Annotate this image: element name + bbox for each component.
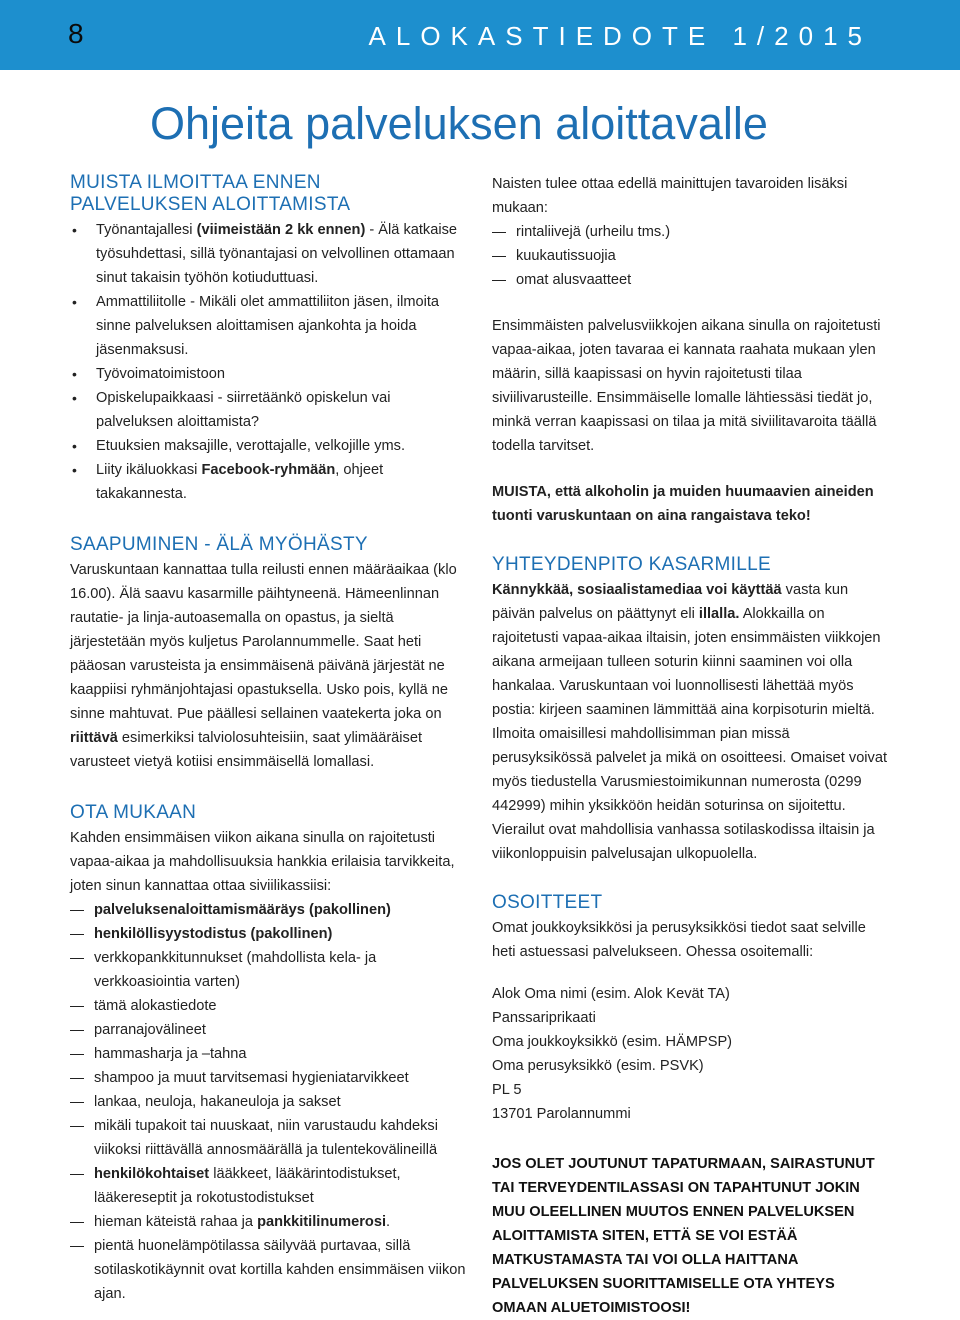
bring-list: [70, 898, 470, 1306]
address-line: PL 5: [492, 1082, 522, 1098]
alcohol-warning: MUISTA, että alkoholin ja muiden huumaavien aineiden tuonti varuskuntaan on aina rangaistava teko!: [492, 484, 874, 524]
section-heading-contact: YHTEYDENPITO KASARMILLE: [492, 554, 771, 575]
list-item: verkkopankkitunnukset (mahdollista kela- ja verkkoasiointia varten): [70, 946, 470, 994]
left-column: [70, 172, 470, 1306]
section-heading-notify: [70, 172, 470, 216]
list-item: rintaliivejä (urheilu tms.): [492, 220, 892, 244]
publication-title: ALOKASTIEDOTE 1/2015: [368, 21, 872, 51]
accident-notice: JOS OLET JOUTUNUT TAPATURMAAN, SAIRASTUNUT TAI TERVEYDENTILASSASI ON TAPAHTUNUT JOKIN MUU OLEELLINEN MUUTOS ENNEN PALVELUKSEN ALOITTAMISTA SITEN, ETTÄ SE VOI ESTÄÄ MATKUSTAMASTA TAI VOI OLLA HAITTANA PALVELUKSEN SUORITTAMISELLE OTA YHTEYS OMAAN ALUETOIMISTOOSI!: [492, 1156, 875, 1316]
address-line: Oma joukkoyksikkö (esim. HÄMPSP): [492, 1034, 733, 1050]
women-intro: Naisten tulee ottaa edellä mainittujen tavaroiden lisäksi mukaan:: [492, 176, 848, 216]
bring-intro: Kahden ensimmäisen viikon aikana sinulla on rajoitetusti vapaa-aikaa ja mahdollisuuksia hankkia erilaisia tarvikkeita, joten sinun kannattaa ottaa siviilikassiisi:: [70, 830, 455, 894]
address-line: Oma perusyksikkö (esim. PSVK): [492, 1058, 704, 1074]
list-item: lankaa, neuloja, hakaneuloja ja sakset: [70, 1090, 470, 1114]
page-number: 8: [68, 18, 84, 49]
list-item: kuukautissuojia: [492, 244, 892, 268]
header-bar: [0, 0, 960, 70]
list-item: omat alusvaatteet: [492, 268, 892, 292]
first-weeks-text: Ensimmäisten palvelusviikkojen aikana sinulla on rajoitetusti vapaa-aikaa, joten tavaraa ei kannata raahata mukaan ylen määrin, sillä kaapissasi on hyvin rajoitetusti tilaa siviilivarusteille. Ensimmäiselle lomalle lähtiessäsi tiedät jo, minkä verran kaapissasi on tilaa ja mitä siviilitavaroita täällä todella tarvitset.: [492, 318, 881, 454]
list-item: hammasharja ja –tahna: [70, 1042, 470, 1066]
list-item: • Liity ikäluokkasi Facebook-ryhmään, ohjeet takakannesta.: [70, 458, 470, 506]
list-item: pientä huonelämpötilassa säilyvää purtavaa, sillä sotilaskotikäynnit ovat kortilla kahden ensimmäisen viikon ajan.: [70, 1234, 470, 1306]
heading-line-1: MUISTA ILMOITTAA ENNEN: [70, 172, 321, 193]
heading-line-2: PALVELUKSEN ALOITTAMISTA: [70, 194, 351, 215]
right-column: [492, 172, 892, 1320]
section-heading-arrival: SAAPUMINEN - ÄLÄ MYÖHÄSTY: [70, 534, 368, 555]
address-line: Alok Oma nimi (esim. Alok Kevät TA): [492, 986, 730, 1002]
address-example: [492, 982, 892, 1126]
address-line: Panssariprikaati: [492, 1010, 596, 1026]
list-item: shampoo ja muut tarvitsemasi hygieniatarvikkeet: [70, 1066, 470, 1090]
list-item: • Ammattiliitolle - Mikäli olet ammattiliiton jäsen, ilmoita sinne palveluksen aloittamisen ajankohta ja hoida jäsenmaksusi.: [70, 290, 470, 362]
section-heading-addresses: OSOITTEET: [492, 892, 603, 913]
list-item: • Työvoimatoimistoon: [70, 362, 470, 386]
list-item: henkilöllisyystodistus (pakollinen): [70, 922, 470, 946]
article-title: Ohjeita palveluksen aloittavalle: [150, 98, 768, 149]
women-list: [492, 220, 892, 292]
list-item: palveluksenaloittamismääräys (pakollinen): [70, 898, 470, 922]
section-heading-bring: OTA MUKAAN: [70, 802, 197, 823]
arrival-text: Varuskuntaan kannattaa tulla reilusti ennen määräaikaa (klo 16.00). Älä saavu kasarmille päihtyneenä. Hämeenlinnan rautatie- ja linja-autoasemalla on opastus, ja sieltä järjestetään myös kuljetus Parolannummelle. Saat heti pääosan varusteista ja ensimmäisenä päivänä järjestät ne kaappiisi ryhmänjohtajasi opastuksella. Usko pois, kyllä ne sinne mahtuvat. Pue päällesi sellainen vaatekerta joka on riittävä esimerkiksi talviolosuhteisiin, saat ylimääräiset varusteet vietyä kotiisi ensimmäisellä lomallasi.: [70, 562, 457, 770]
contact-text: Kännykkää, sosiaalistamediaa voi käyttää vasta kun päivän palvelus on päättynyt eli illalla. Alokkailla on rajoitetusti vapaa-aikaa iltaisin, joten ensimmäisten viikkojen aikana armeijaan tulleen soturin kiinni saaminen voi olla hankalaa. Varuskuntaan voi luonnollisesti lähettää myös postia: kirjeen saaminen lämmittää aina korpisoturin mieltä. Ilmoita omaisillesi mahdollisimman pian missä perusyksikössä palvelet ja mikä on osoitteesi. Omaiset voivat myös tiedustella Varusmiestoimikunnan numerosta (0299 442999) mihin yksikköön heidän soturinsa on sijoitettu. Vierailut ovat mahdollisia vanhassa sotilaskodissa iltaisin ja viikonloppuisin palvelusajan ulkopuolella.: [492, 582, 888, 862]
list-item: • Opiskelupaikkaasi - siirretäänkö opiskelun vai palveluksen aloittamista?: [70, 386, 470, 434]
list-item: parranajovälineet: [70, 1018, 470, 1042]
list-item: • Työnantajallesi (viimeistään 2 kk ennen) - Älä katkaise työsuhdettasi, sillä työnantajasi on velvollinen ottamaan sinut takaisin työhön kotiuduttuasi.: [70, 218, 470, 290]
address-intro: Omat joukkoyksikkösi ja perusyksikkösi tiedot saat selville heti astuessasi palvelukseen. Ohessa osoitemalli:: [492, 920, 866, 960]
list-item: henkilökohtaiset lääkkeet, lääkärintodistukset, lääkereseptit ja rokotustodistukset: [70, 1162, 470, 1210]
list-item: tämä alokastiedote: [70, 994, 470, 1018]
address-line: 13701 Parolannummi: [492, 1106, 631, 1122]
list-item: hieman käteistä rahaa ja pankkitilinumerosi.: [70, 1210, 470, 1234]
list-item: • Etuuksien maksajille, verottajalle, velkojille yms.: [70, 434, 470, 458]
notify-list: [70, 218, 470, 506]
list-item: mikäli tupakoit tai nuuskaat, niin varustaudu kahdeksi viikoksi riittävällä annosmäärällä ja tulentekovälineillä: [70, 1114, 470, 1162]
